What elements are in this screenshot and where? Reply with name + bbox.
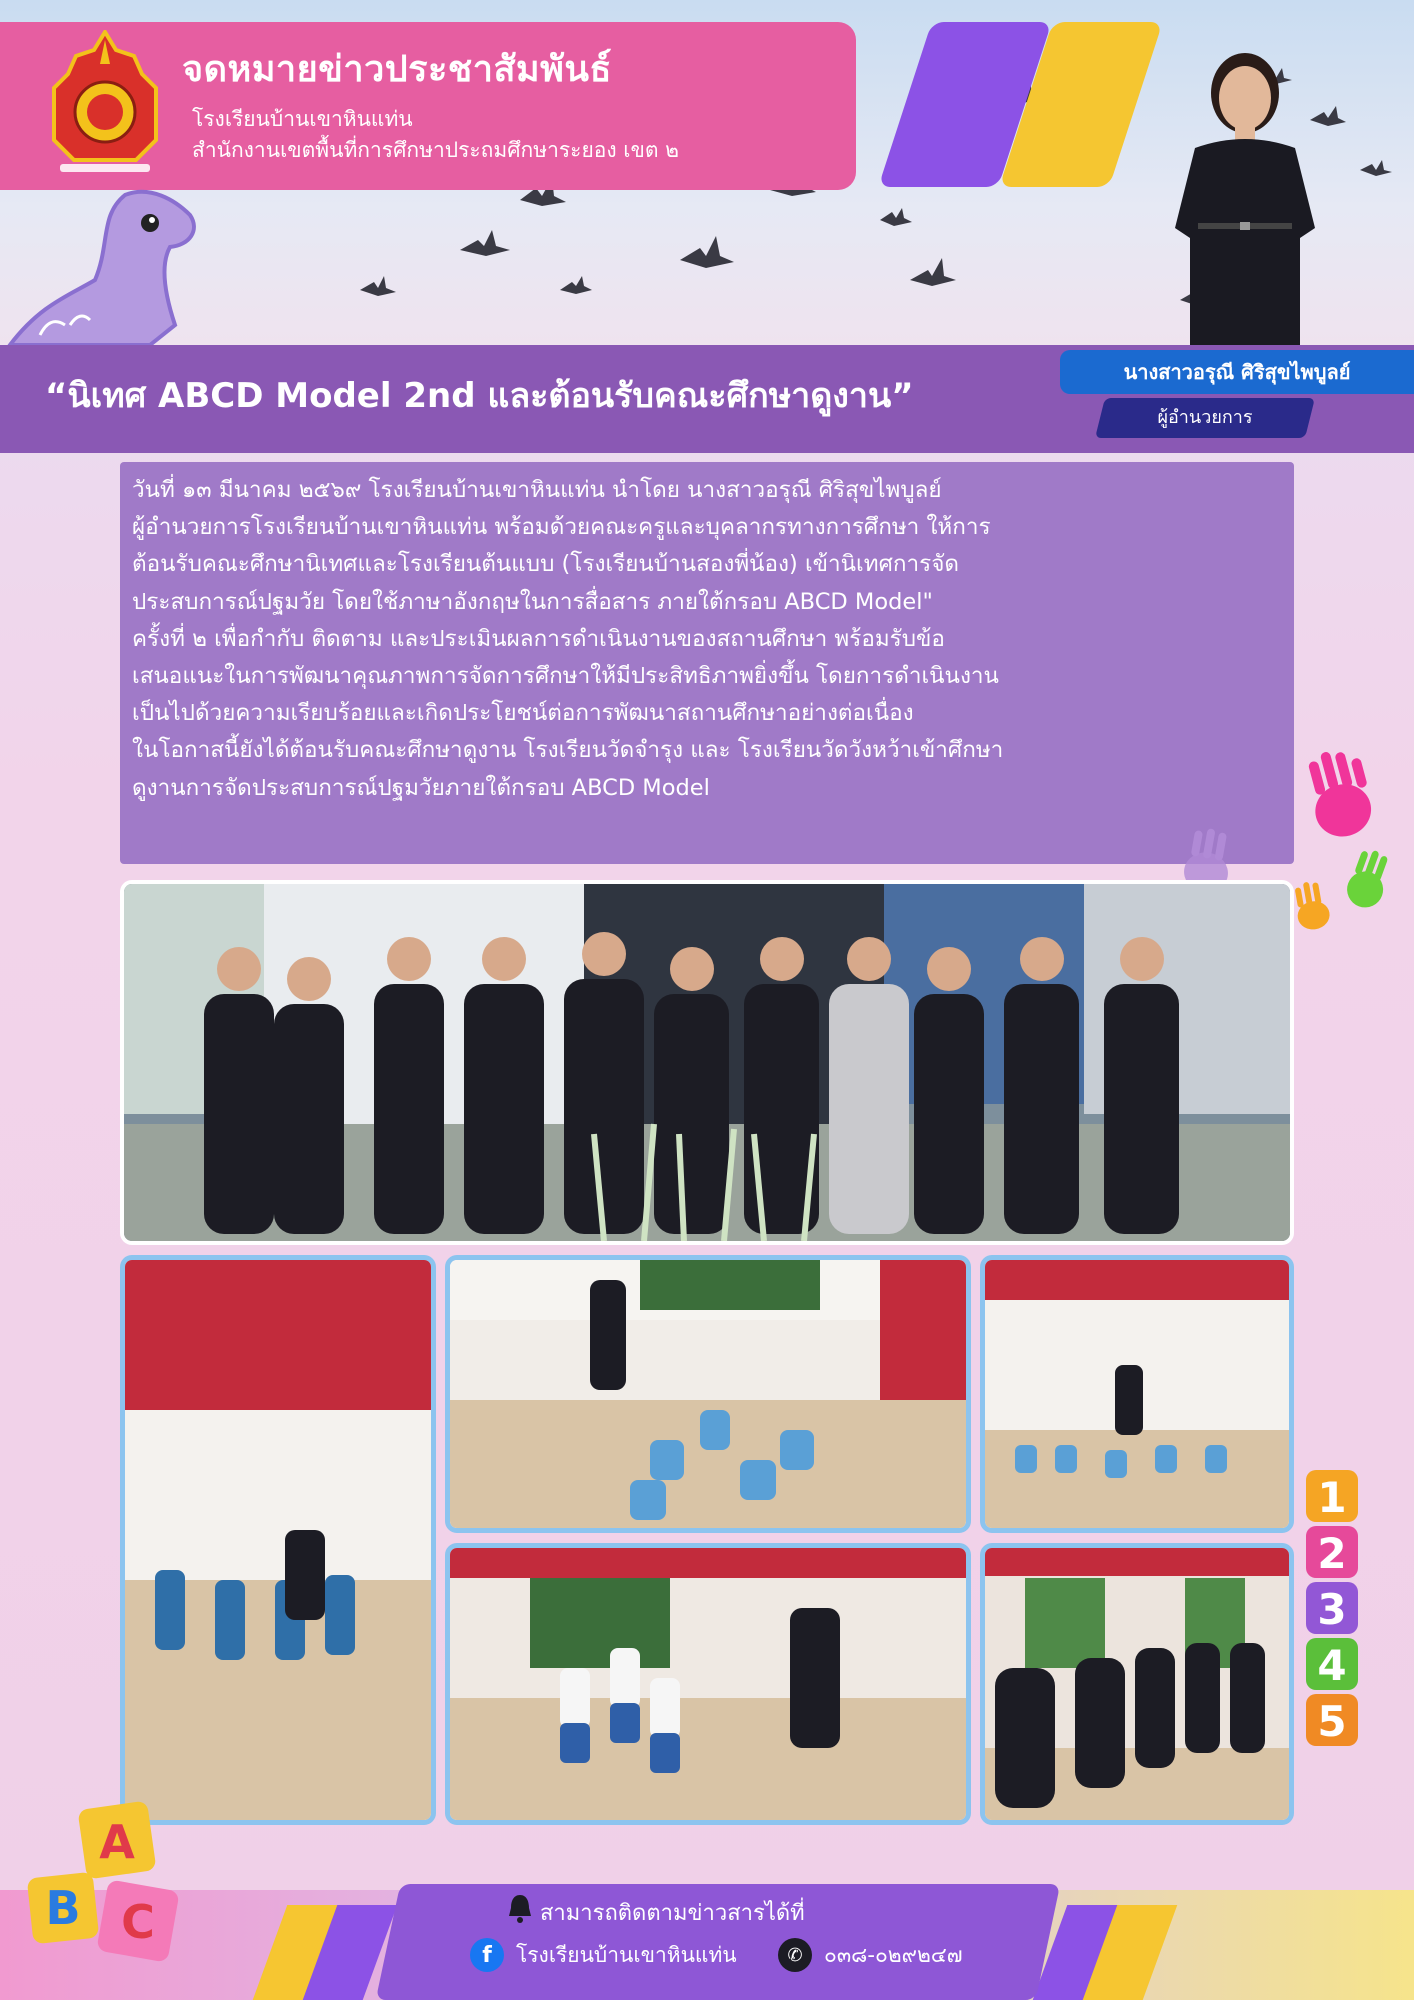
facebook-page-name: โรงเรียนบ้านเขาหินแท่น — [516, 1942, 737, 1967]
abc-blocks-decoration — [20, 1800, 200, 2000]
phone-icon: ✆ — [778, 1938, 812, 1972]
number-blocks-decoration — [1300, 1470, 1370, 1750]
facebook-icon: f — [470, 1938, 504, 1972]
classroom-photo-3 — [980, 1255, 1294, 1533]
director-photo — [1150, 38, 1340, 348]
education-office: สำนักงานเขตพื้นที่การศึกษาประถมศึกษาระยอง เขต ๒ — [192, 138, 679, 162]
school-name: โรงเรียนบ้านเขาหินแท่น — [192, 107, 413, 131]
news-body — [120, 462, 1294, 864]
number-3: 3 — [1317, 1585, 1347, 1634]
block-c: C — [121, 1895, 155, 1949]
dinosaur-illustration — [0, 185, 230, 355]
block-a: A — [99, 1815, 135, 1869]
school-logo — [46, 30, 164, 175]
follow-text: สามารถติดตามข่าวสารได้ที่ — [540, 1901, 805, 1926]
number-5: 5 — [1317, 1697, 1347, 1746]
newsletter-title: จดหมายข่าวประชาสัมพันธ์ — [182, 49, 612, 90]
classroom-photo-5 — [980, 1543, 1294, 1825]
bell-icon — [506, 1892, 534, 1924]
group-photo — [120, 880, 1294, 1245]
director-name: นางสาวอรุณี ศิริสุขไพบูลย์ — [1060, 350, 1414, 394]
number-4: 4 — [1317, 1641, 1347, 1690]
classroom-photo-4 — [445, 1543, 971, 1825]
number-1: 1 — [1317, 1473, 1347, 1522]
block-b: B — [45, 1881, 81, 1935]
phone-number: ๐๓๘-๐๒๙๒๔๗ — [824, 1942, 963, 1967]
director-position: ผู้อำนวยการ — [1157, 407, 1253, 428]
facebook-link[interactable] — [470, 1938, 737, 1972]
phone-contact[interactable] — [778, 1938, 963, 1972]
news-body-text: วันที่ ๑๓ มีนาคม ๒๕๖๙ โรงเรียนบ้านเขาหินแท่น นำโดย นางสาวอรุณี ศิริสุขไพบูลย์ ผู้อำนวยการโรงเรียนบ้านเขาหินแท่น พร้อมด้วยคณะครูและบุคลากรทางการศึกษา ให้การ ต้อนรับคณะศึกษานิเทศและโรงเรียนต้นแบบ (โรงเรียนบ้านสองพี่น้อง) เข้านิเทศการจัด ประสบการณ์ปฐมวัย โดยใช้ภาษาอังกฤษในการสื่อสาร ภายใต้กรอบ ABCD Model" ครั้งที่ ๒ เพื่อกำกับ ติดตาม และประเมินผลการดำเนินงานของสถานศึกษา พร้อมรับข้อ เสนอแนะในการพัฒนาคุณภาพการจัดการศึกษาให้มีประสิทธิภาพยิ่งขึ้น โดยการดำเนินงาน เป็นไปด้วยความเรียบร้อยและเกิดประโยชน์ต่อการพัฒนาสถานศึกษาอย่างต่อเนื่อง ในโอกาสนี้ยังได้ต้อนรับคณะศึกษาดูงาน โรงเรียนวัดจำรุง และ โรงเรียนวัดวังหว้าเข้าศึกษา ดูงานการจัดประสบการณ์ปฐมวัยภายใต้กรอบ ABCD Model — [132, 477, 1004, 801]
number-2: 2 — [1317, 1529, 1347, 1578]
headline: “นิเทศ ABCD Model 2nd และต้อนรับคณะศึกษาดูงาน” — [45, 376, 914, 416]
classroom-photo-2 — [445, 1255, 971, 1533]
classroom-photo-1 — [120, 1255, 436, 1825]
